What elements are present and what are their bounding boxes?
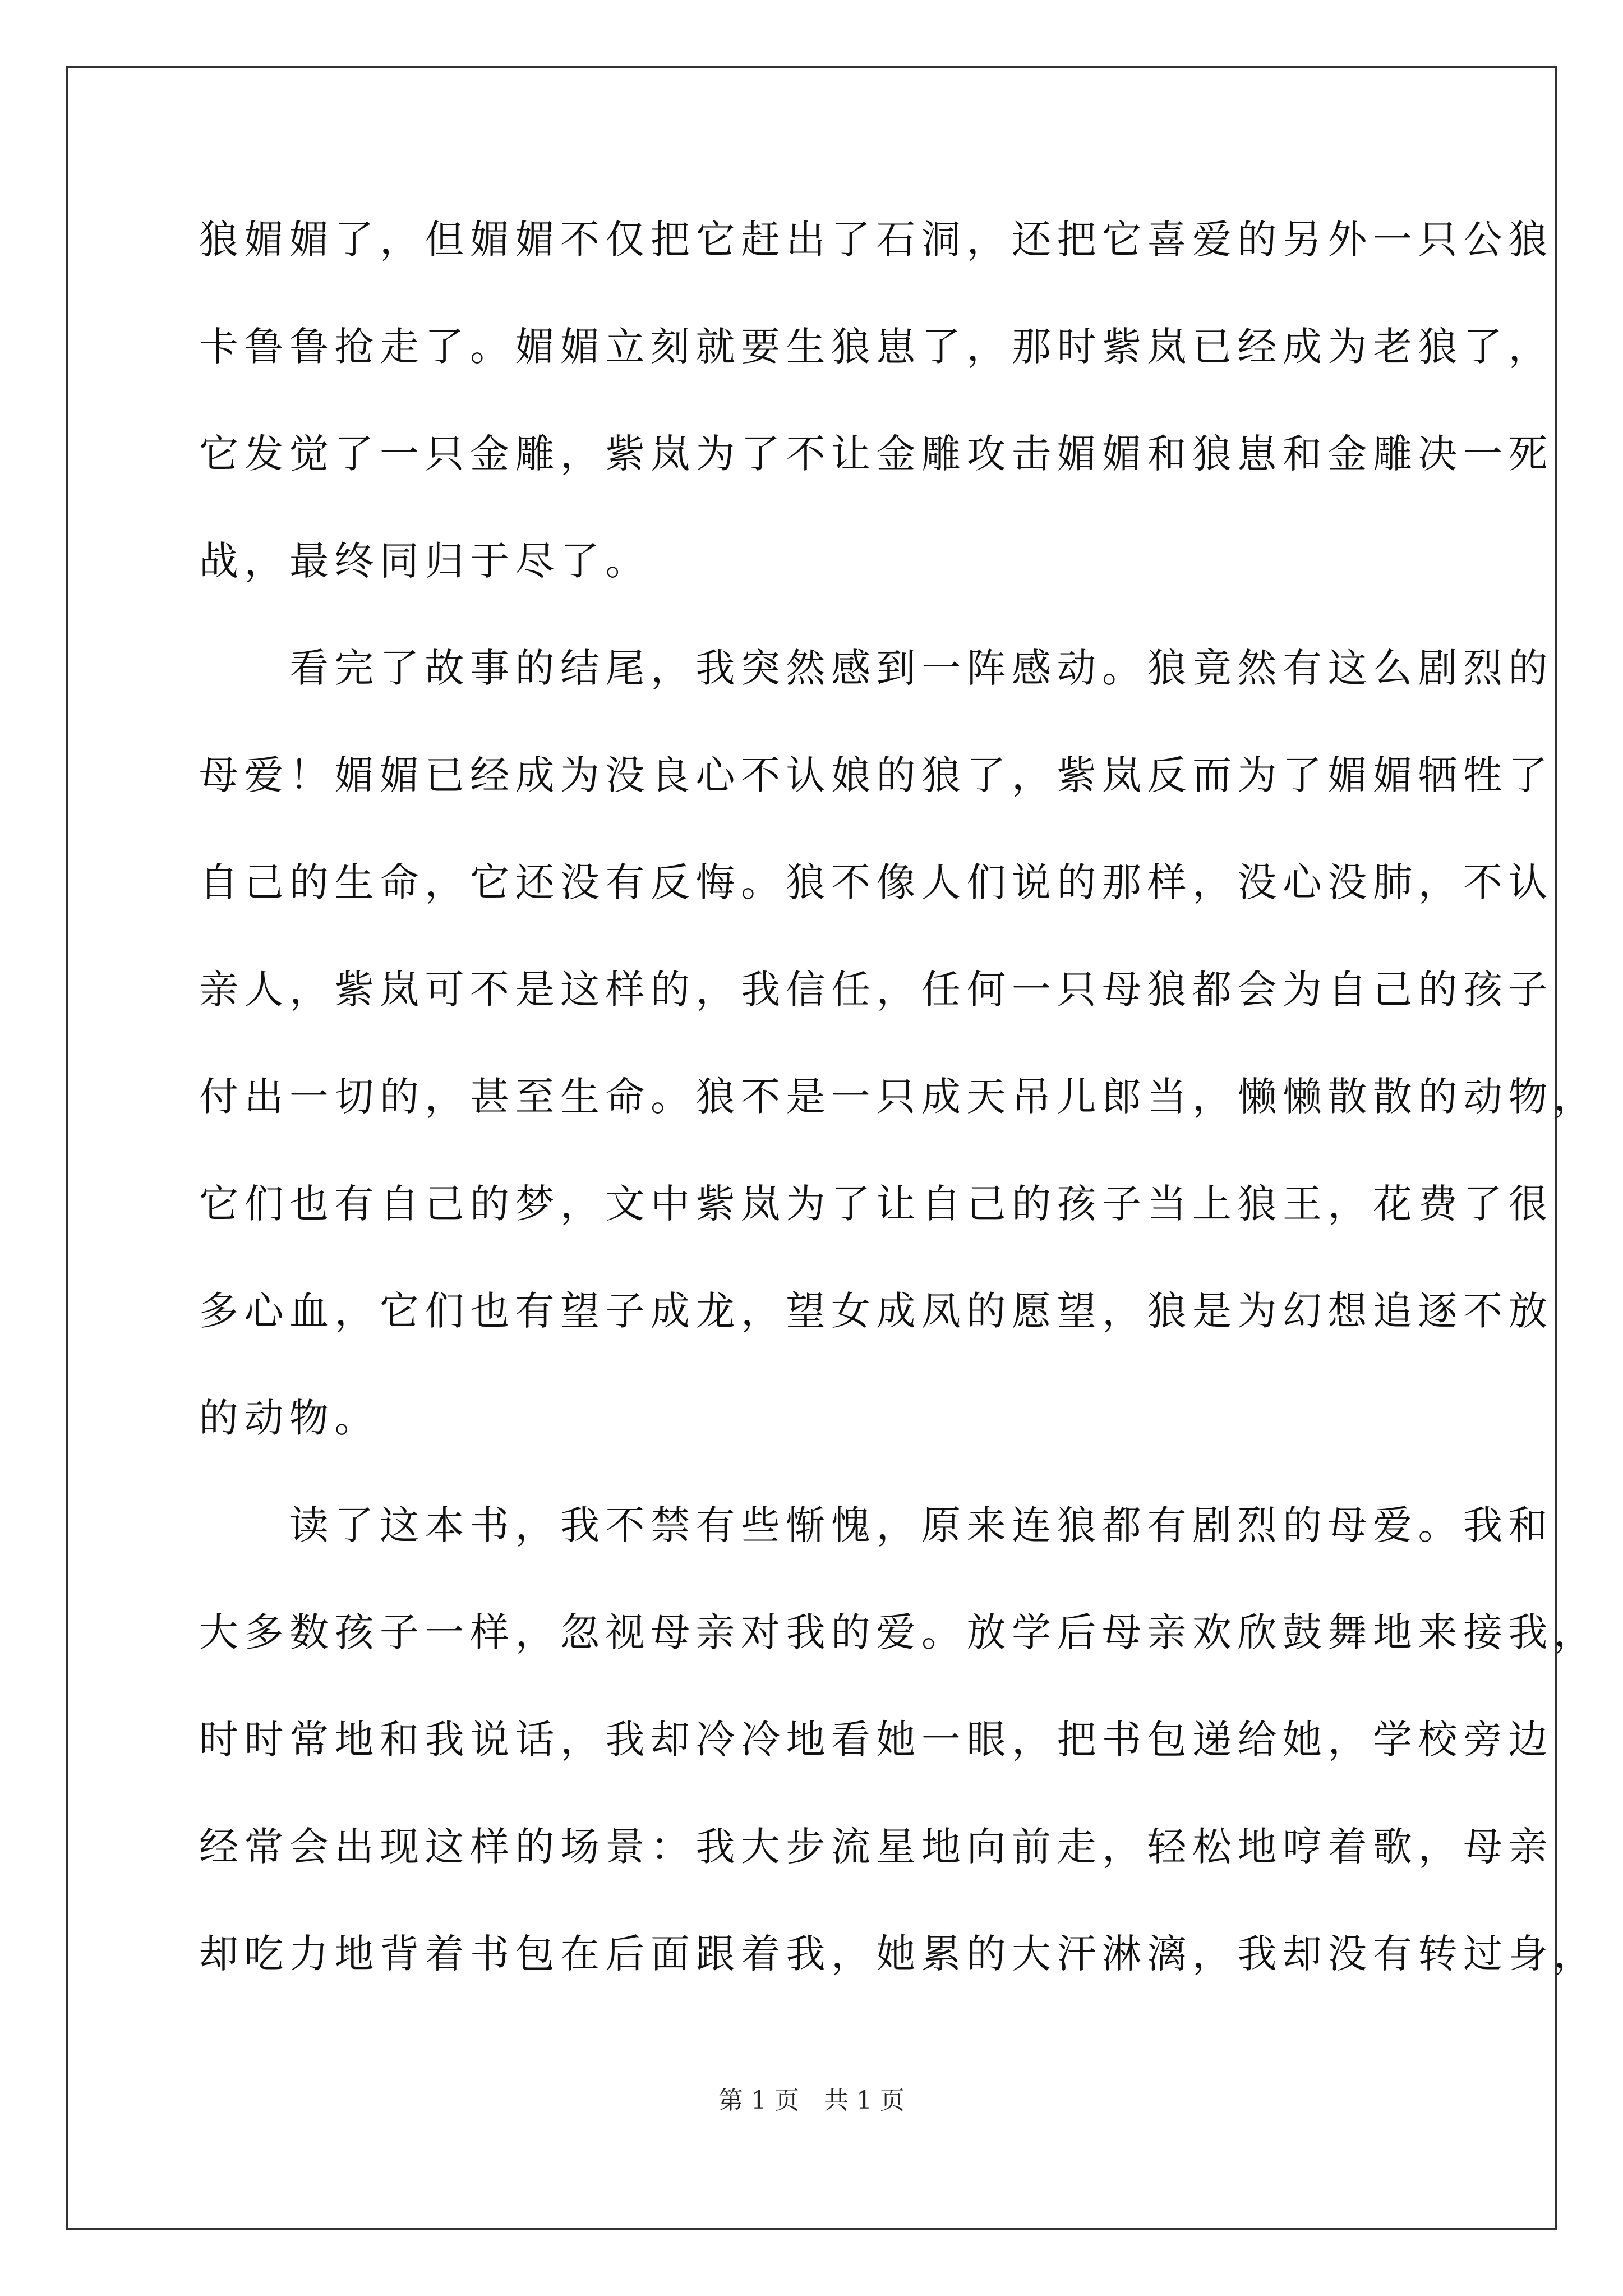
text-line-5: 看完了故事的结尾，我突然感到一阵感动。狼竟然有这么剧烈的 [199, 645, 1553, 691]
page-number-footer: 第 1 页 共 1 页 [718, 2086, 905, 2115]
text-line-7: 自己的生命，它还没有反悔。狼不像人们说的那样，没心没肺，不认 [199, 859, 1553, 905]
text-line-15: 时时常地和我说话，我却冷冷地看她一眼，把书包递给她，学校旁边 [199, 1717, 1553, 1763]
text-line-16: 经常会出现这样的场景：我大步流星地向前走，轻松地哼着歌，母亲 [199, 1824, 1553, 1870]
text-line-9: 付出一切的，甚至生命。狼不是一只成天吊儿郎当，懒懒散散的动物， [199, 1074, 1599, 1120]
text-line-8: 亲人，紫岚可不是这样的，我信任，任何一只母狼都会为自己的孩子 [199, 967, 1553, 1013]
document-body [199, 216, 1599, 2037]
text-line-11: 多心血，它们也有望子成龙，望女成凤的愿望，狼是为幻想追逐不放 [199, 1288, 1553, 1334]
text-line-4: 战，最终同归于尽了。 [199, 538, 651, 584]
text-line-3: 它发觉了一只金雕，紫岚为了不让金雕攻击媚媚和狼崽和金雕决一死 [199, 431, 1553, 477]
text-line-10: 它们也有自己的梦，文中紫岚为了让自己的孩子当上狼王，花费了很 [199, 1181, 1553, 1227]
text-line-14: 大多数孩子一样，忽视母亲对我的爱。放学后母亲欢欣鼓舞地来接我， [199, 1609, 1599, 1655]
text-line-6: 母爱！媚媚已经成为没良心不认娘的狼了，紫岚反而为了媚媚牺牲了 [199, 752, 1553, 798]
text-line-1: 狼媚媚了，但媚媚不仅把它赶出了石洞，还把它喜爱的另外一只公狼 [199, 217, 1553, 263]
text-line-2: 卡鲁鲁抢走了。媚媚立刻就要生狼崽了，那时紫岚已经成为老狼了， [199, 324, 1553, 370]
text-line-12: 的动物。 [199, 1395, 380, 1441]
text-line-17: 却吃力地背着书包在后面跟着我，她累的大汗淋漓，我却没有转过身， [199, 1931, 1599, 1977]
text-line-13: 读了这本书，我不禁有些惭愧，原来连狼都有剧烈的母爱。我和 [199, 1502, 1553, 1548]
